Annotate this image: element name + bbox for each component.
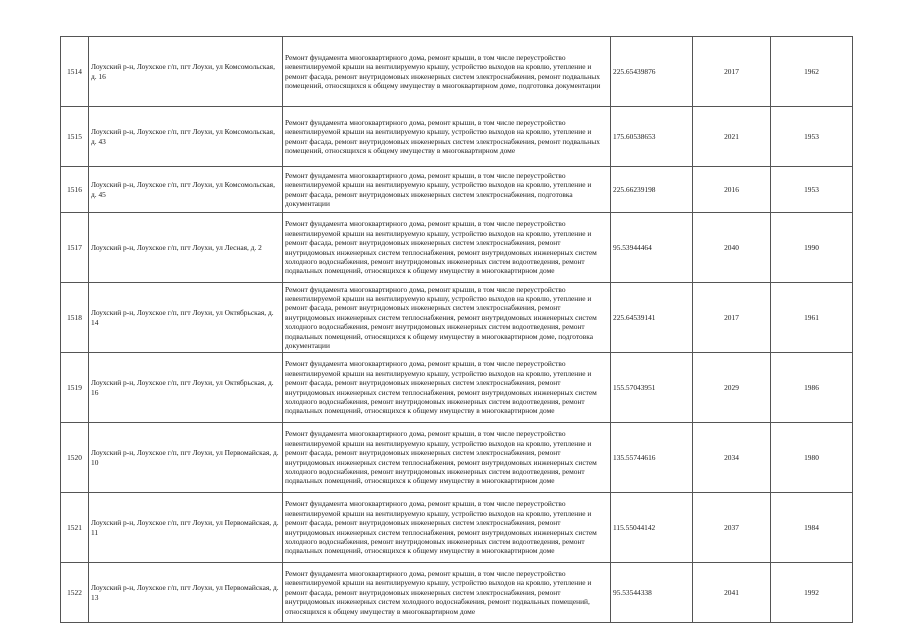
construction-year: 1984	[771, 493, 853, 563]
row-number: 1520	[61, 423, 89, 493]
row-number: 1522	[61, 563, 89, 623]
table-row	[61, 37, 853, 107]
table-row	[61, 213, 853, 283]
row-number: 1515	[61, 107, 89, 167]
construction-year: 1990	[771, 213, 853, 283]
table-row	[61, 107, 853, 167]
repair-works: Ремонт фундамента многоквартирного дома, ремонт крыши, в том числе переустройство невентилируемой крыши на вентилируемую крышу, устройство выходов на кровлю, утепление и ремонт фасада, ремонт внутридомовых инженерных систем электроснабжения, ремонт внутридомовых инженерных систем холодного водоснабжения, ремонт подвальных помещений, относящихся к общему имуществу в многоквартирном доме	[283, 563, 611, 623]
table-row	[61, 563, 853, 623]
row-number: 1514	[61, 37, 89, 107]
repair-works: Ремонт фундамента многоквартирного дома, ремонт крыши, в том числе переустройство невентилируемой крыши на вентилируемую крышу, устройство выходов на кровлю, утепление и ремонт фасада, ремонт внутридомовых инженерных систем электроснабжения, ремонт подвальных помещений, относящихся к общему имуществу в многоквартирном доме	[283, 107, 611, 167]
repair-works: Ремонт фундамента многоквартирного дома, ремонт крыши, в том числе переустройство невентилируемой крыши на вентилируемую крышу, устройство выходов на кровлю, утепление и ремонт фасада, ремонт внутридомовых инженерных систем электроснабжения, ремонт внутридомовых инженерных систем теплоснабжения, ремонт внутридомовых инженерных систем холодного водоснабжения, ремонт внутридомовых инженерных систем водоотведения, ремонт подвальных помещений, относящихся к общему имуществу в многоквартирном доме	[283, 423, 611, 493]
building-address: Лоухский р-н, Лоухское г/п, пгт Лоухи, ул Комсомольская, д. 45	[89, 167, 283, 213]
planned-year: 2040	[693, 213, 771, 283]
building-address: Лоухский р-н, Лоухское г/п, пгт Лоухи, ул Октябрьская, д. 14	[89, 283, 283, 353]
planned-year: 2029	[693, 353, 771, 423]
repair-cost: 225.64539141	[611, 283, 693, 353]
repair-cost: 225.65439876	[611, 37, 693, 107]
row-number: 1517	[61, 213, 89, 283]
table-row	[61, 423, 853, 493]
construction-year: 1986	[771, 353, 853, 423]
construction-year: 1980	[771, 423, 853, 493]
building-address: Лоухский р-н, Лоухское г/п, пгт Лоухи, ул Лесная, д. 2	[89, 213, 283, 283]
building-address: Лоухский р-н, Лоухское г/п, пгт Лоухи, ул Октябрьская, д. 16	[89, 353, 283, 423]
planned-year: 2016	[693, 167, 771, 213]
table-row	[61, 283, 853, 353]
repair-works: Ремонт фундамента многоквартирного дома, ремонт крыши, в том числе переустройство невентилируемой крыши на вентилируемую крышу, устройство выходов на кровлю, утепление и ремонт фасада, ремонт внутридомовых инженерных систем электроснабжения, ремонт внутридомовых инженерных систем теплоснабжения, ремонт внутридомовых инженерных систем холодного водоснабжения, ремонт внутридомовых инженерных систем водоотведения, ремонт подвальных помещений, относящихся к общему имуществу в многоквартирном доме	[283, 493, 611, 563]
planned-year: 2041	[693, 563, 771, 623]
planned-year: 2021	[693, 107, 771, 167]
row-number: 1521	[61, 493, 89, 563]
repair-cost: 155.57043951	[611, 353, 693, 423]
repair-cost: 115.55044142	[611, 493, 693, 563]
repair-cost: 135.55744616	[611, 423, 693, 493]
construction-year: 1962	[771, 37, 853, 107]
table-row	[61, 353, 853, 423]
construction-year: 1953	[771, 167, 853, 213]
building-address: Лоухский р-н, Лоухское г/п, пгт Лоухи, ул Первомайская, д. 11	[89, 493, 283, 563]
table-row	[61, 493, 853, 563]
repair-cost: 95.53944464	[611, 213, 693, 283]
repair-cost: 175.60538653	[611, 107, 693, 167]
construction-year: 1953	[771, 107, 853, 167]
repair-works: Ремонт фундамента многоквартирного дома, ремонт крыши, в том числе переустройство невентилируемой крыши на вентилируемую крышу, устройство выходов на кровлю, утепление и ремонт фасада, ремонт внутридомовых инженерных систем электроснабжения, ремонт подвальных помещений, относящихся к общему имуществу в многоквартирном доме, подготовка документации	[283, 37, 611, 107]
building-address: Лоухский р-н, Лоухское г/п, пгт Лоухи, ул Первомайская, д. 10	[89, 423, 283, 493]
building-address: Лоухский р-н, Лоухское г/п, пгт Лоухи, ул Первомайская, д. 13	[89, 563, 283, 623]
repair-cost: 95.53544338	[611, 563, 693, 623]
planned-year: 2017	[693, 283, 771, 353]
row-number: 1519	[61, 353, 89, 423]
housing-repair-table	[60, 36, 853, 623]
planned-year: 2034	[693, 423, 771, 493]
construction-year: 1961	[771, 283, 853, 353]
repair-works: Ремонт фундамента многоквартирного дома, ремонт крыши, в том числе переустройство невентилируемой крыши на вентилируемую крышу, устройство выходов на кровлю, утепление и ремонт фасада, ремонт внутридомовых инженерных систем электроснабжения, ремонт внутридомовых инженерных систем теплоснабжения, ремонт внутридомовых инженерных систем холодного водоснабжения, ремонт внутридомовых инженерных систем водоотведения, ремонт подвальных помещений, относящихся к общему имуществу в многоквартирном доме	[283, 353, 611, 423]
building-address: Лоухский р-н, Лоухское г/п, пгт Лоухи, ул Комсомольская, д. 43	[89, 107, 283, 167]
row-number: 1516	[61, 167, 89, 213]
repair-works: Ремонт фундамента многоквартирного дома, ремонт крыши, в том числе переустройство невентилируемой крыши на вентилируемую крышу, устройство выходов на кровлю, утепление и ремонт фасада, ремонт внутридомовых инженерных систем электроснабжения, подготовка документации	[283, 167, 611, 213]
building-address: Лоухский р-н, Лоухское г/п, пгт Лоухи, ул Комсомольская, д. 16	[89, 37, 283, 107]
planned-year: 2017	[693, 37, 771, 107]
construction-year: 1992	[771, 563, 853, 623]
row-number: 1518	[61, 283, 89, 353]
table-row	[61, 167, 853, 213]
repair-works: Ремонт фундамента многоквартирного дома, ремонт крыши, в том числе переустройство невентилируемой крыши на вентилируемую крышу, устройство выходов на кровлю, утепление и ремонт фасада, ремонт внутридомовых инженерных систем электроснабжения, ремонт внутридомовых инженерных систем теплоснабжения, ремонт внутридомовых инженерных систем холодного водоснабжения, ремонт внутридомовых инженерных систем водоотведения, ремонт подвальных помещений, относящихся к общему имуществу в многоквартирном доме	[283, 213, 611, 283]
repair-cost: 225.66239198	[611, 167, 693, 213]
repair-works: Ремонт фундамента многоквартирного дома, ремонт крыши, в том числе переустройство невентилируемой крыши на вентилируемую крышу, устройство выходов на кровлю, утепление и ремонт фасада, ремонт внутридомовых инженерных систем электроснабжения, ремонт внутридомовых инженерных систем теплоснабжения, ремонт внутридомовых инженерных систем холодного водоснабжения, ремонт внутридомовых инженерных систем водоотведения, ремонт подвальных помещений, относящихся к общему имуществу в многоквартирном доме, подготовка документации	[283, 283, 611, 353]
planned-year: 2037	[693, 493, 771, 563]
